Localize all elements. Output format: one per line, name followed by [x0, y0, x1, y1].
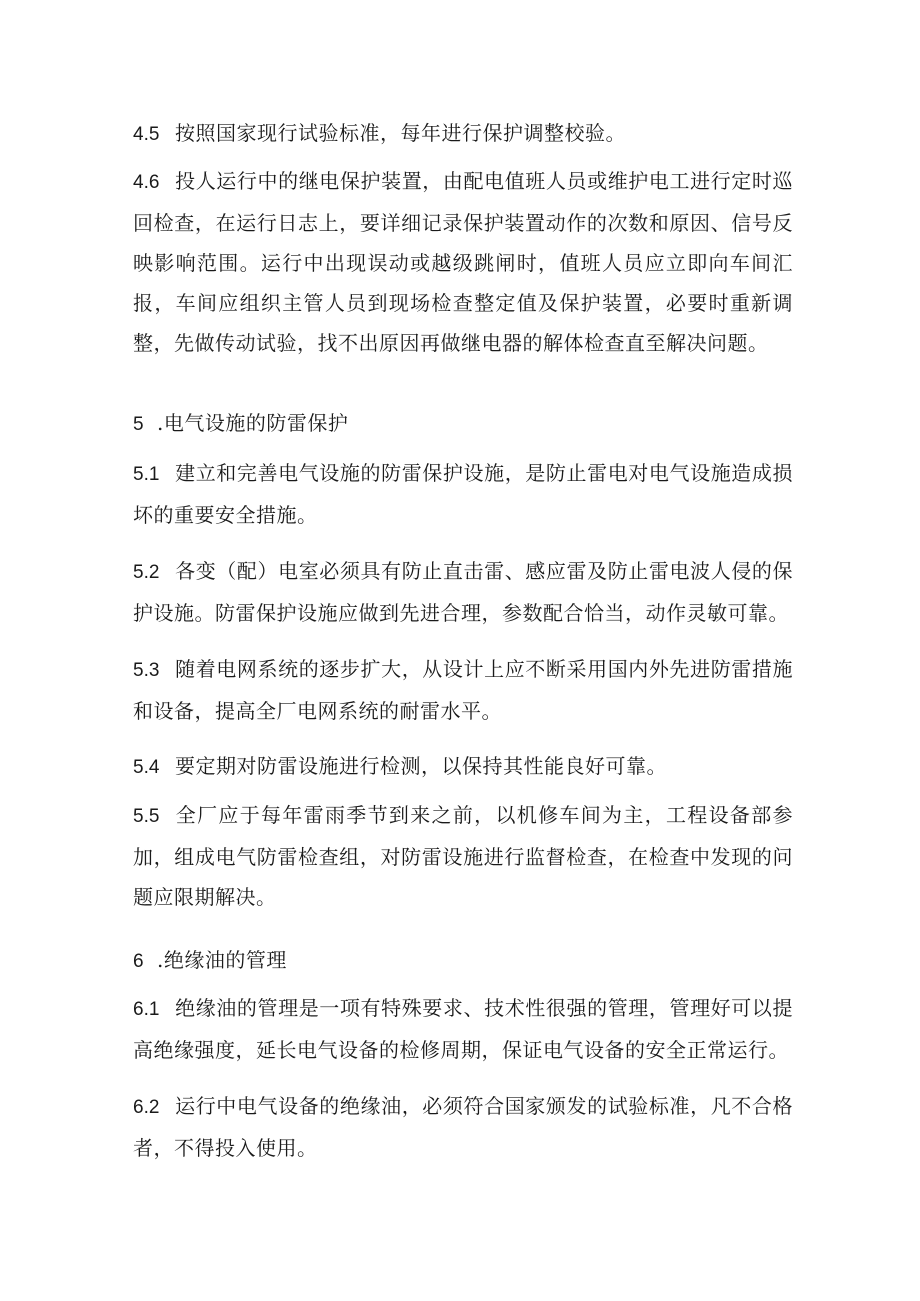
clause-text: 随着电网系统的逐步扩大，从设计上应不断采用国内外先进防雷措施和设备，提高全厂电网系统的耐雷水平。 — [133, 657, 793, 723]
clause-number: 4.6 — [133, 172, 160, 193]
clause-text: 按照国家现行试验标准，每年进行保护调整校验。 — [175, 121, 626, 145]
clause-text: 投人运行中的继电保护装置，由配电值班人员或维护电工进行定时巡回检查，在运行日志上，要详细记录保护装置动作的次数和原因、信号反映影响范围。运行中出现误动或越级跳闸时，值班人员应立即向车间汇报，车间应组织主管人员到现场检查整定值及保护装置，必要时重新调整，先做传动试验，找不出原因再做继电器的解体检查直至解决问题。 — [133, 169, 793, 355]
section-title: .绝缘油的管理 — [157, 948, 287, 972]
clause-number: 5.1 — [133, 464, 160, 485]
clause-text: 建立和完善电气设施的防雷保护设施，是防止雷电对电气设施造成损坏的重要安全措施。 — [133, 461, 793, 527]
clause-5-3 — [133, 649, 793, 731]
clause-5-4 — [133, 746, 793, 788]
section-number: 6 — [133, 951, 144, 972]
clause-4-5 — [133, 113, 793, 155]
section-6-heading — [133, 940, 793, 982]
clause-text: 全厂应于每年雷雨季节到来之前，以机修车间为主，工程设备部参加，组成电气防雷检查组，对防雷设施进行监督检查，在检查中发现的问题应限期解决。 — [133, 803, 793, 909]
section-title: .电气设施的防雷保护 — [157, 411, 349, 435]
clause-number: 5.2 — [133, 562, 160, 583]
clause-number: 6.2 — [133, 1097, 160, 1118]
clause-text: 绝缘油的管理是一项有特殊要求、技术性很强的管理，管理好可以提高绝缘强度，延长电气设备的检修周期，保证电气设备的安全正常运行。 — [133, 996, 793, 1062]
clause-5-2 — [133, 551, 793, 633]
clause-6-2 — [133, 1086, 793, 1168]
section-5-heading — [133, 403, 793, 445]
clause-5-5 — [133, 795, 793, 917]
clause-number: 5.5 — [133, 806, 160, 827]
clause-text: 要定期对防雷设施进行检测，以保持其性能良好可靠。 — [175, 754, 667, 778]
section-number: 5 — [133, 414, 144, 435]
clause-4-6 — [133, 161, 793, 363]
clause-text: 各变（配）电室必须具有防止直击雷、感应雷及防止雷电波人侵的保护设施。防雷保护设施应做到先进合理，参数配合恰当，动作灵敏可靠。 — [133, 559, 793, 625]
clause-number: 5.3 — [133, 660, 160, 681]
clause-number: 6.1 — [133, 999, 160, 1020]
clause-number: 4.5 — [133, 124, 160, 145]
clause-5-1 — [133, 453, 793, 535]
clause-text: 运行中电气设备的绝缘油，必须符合国家颁发的试验标准，凡不合格者，不得投入使用。 — [133, 1094, 793, 1160]
clause-number: 5.4 — [133, 757, 160, 778]
clause-6-1 — [133, 988, 793, 1070]
